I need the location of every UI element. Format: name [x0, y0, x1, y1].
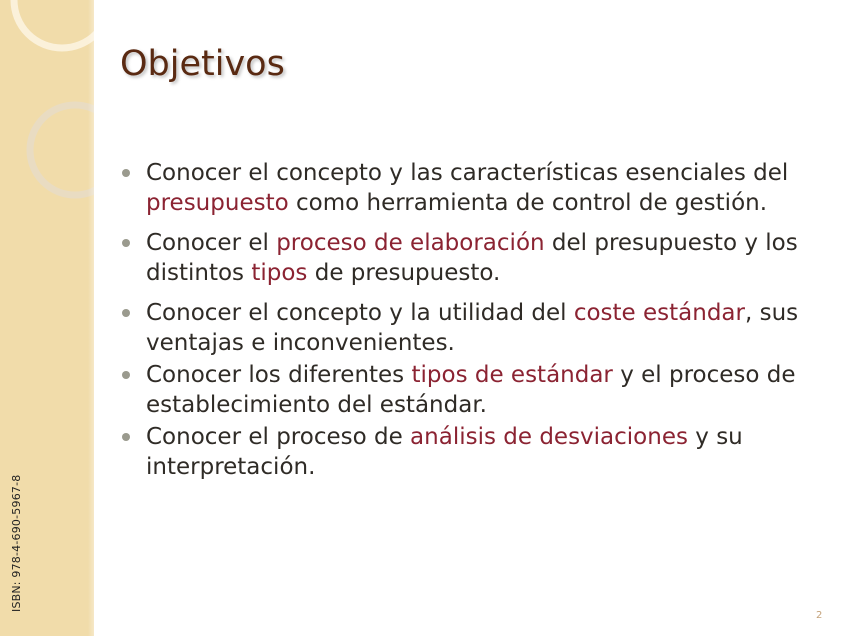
- bullet-dot-icon: [122, 371, 130, 379]
- slide-title: Objetivos: [120, 44, 285, 84]
- list-item: Conocer los diferentes tipos de estándar y el proceso de establecimiento del estándar.: [118, 360, 818, 420]
- highlight-term: proceso de elaboración: [276, 230, 545, 256]
- page-number: 2: [816, 610, 823, 621]
- bullet-dot-icon: [122, 433, 130, 441]
- bullet-dot-icon: [122, 239, 130, 247]
- bullet-dot-icon: [122, 169, 130, 177]
- highlight-term: análisis de desviaciones: [410, 424, 688, 450]
- list-item: Conocer el concepto y las características esenciales del presupuesto como herramienta de control de gestión.: [118, 158, 818, 218]
- list-item: Conocer el proceso de análisis de desviaciones y su interpretación.: [118, 422, 818, 482]
- list-item: Conocer el proceso de elaboración del presupuesto y los distintos tipos de presupuesto.: [118, 228, 818, 288]
- highlight-term: tipos de estándar: [411, 362, 613, 388]
- objectives-list: [118, 158, 818, 492]
- highlight-term: tipos: [251, 260, 308, 286]
- list-item: Conocer el concepto y la utilidad del coste estándar, sus ventajas e inconvenientes.: [118, 298, 818, 358]
- highlight-term: coste estándar: [573, 300, 745, 326]
- highlight-term: presupuesto: [146, 190, 289, 216]
- isbn-label: ISBN: 978-4-690-5967-8: [10, 474, 23, 612]
- bullet-dot-icon: [122, 309, 130, 317]
